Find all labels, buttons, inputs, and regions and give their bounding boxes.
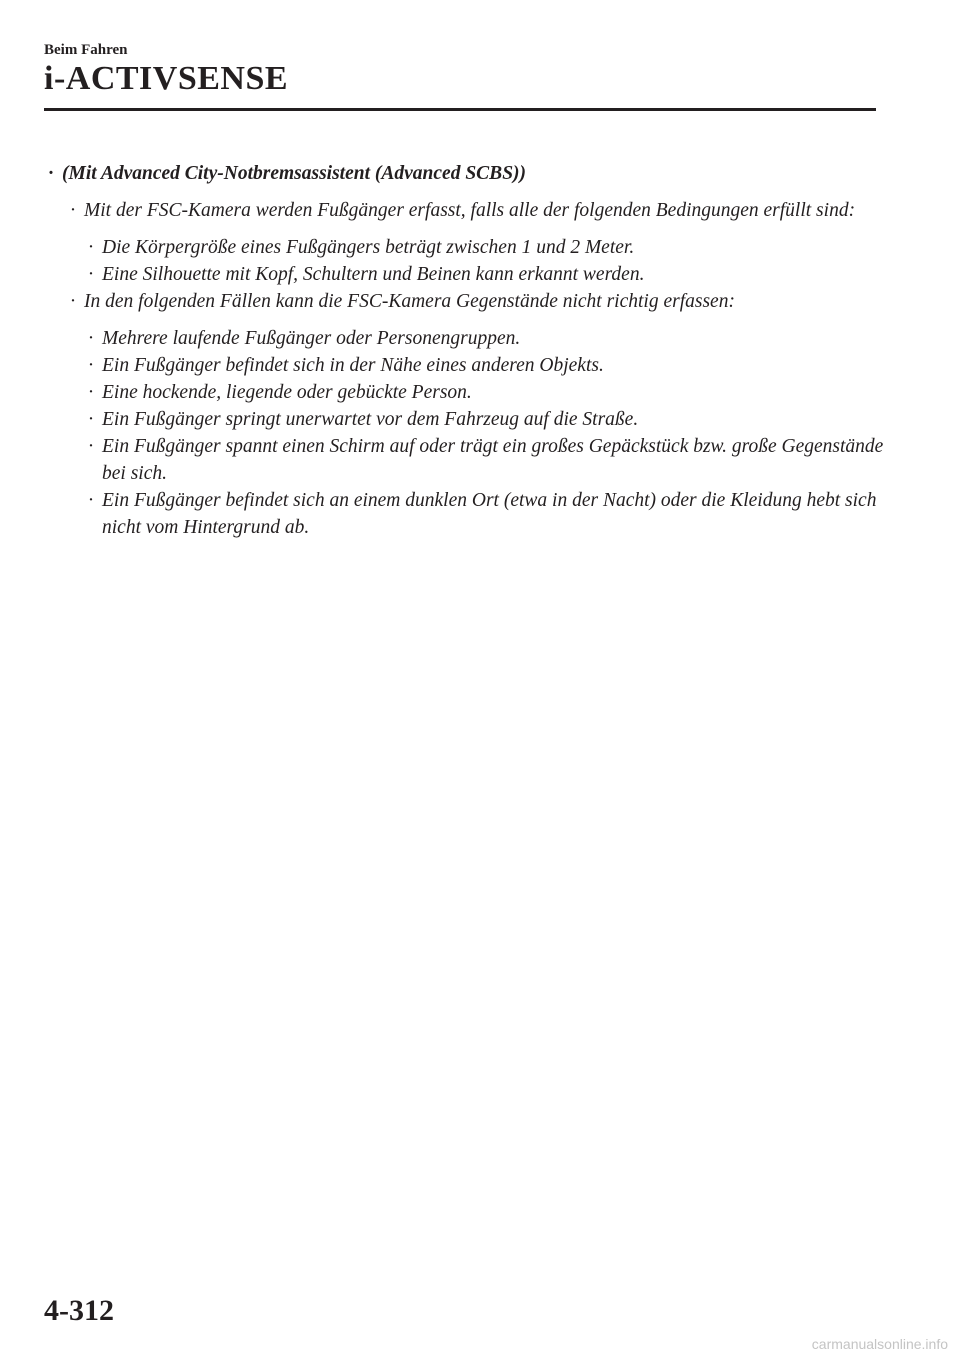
limitations-intro-text: In den folgenden Fällen kann die FSC-Kamera Gegenstände nicht richtig erfassen:	[84, 291, 735, 312]
header-divider	[44, 108, 876, 111]
limitation-item	[44, 325, 884, 352]
bullet-dot-icon: ·	[69, 200, 77, 221]
detection-intro-text: Mit der FSC-Kamera werden Fußgänger erfasst, falls alle der folgenden Bedingungen erfüllt sind:	[84, 200, 856, 221]
list-item-text: Die Körpergröße eines Fußgängers beträgt zwischen 1 und 2 Meter.	[102, 237, 635, 258]
bullet-dot-icon: ·	[87, 355, 95, 376]
section-label: Beim Fahren	[44, 42, 128, 58]
chapter-title: i-ACTIVSENSE	[44, 60, 289, 97]
content-body	[44, 160, 884, 541]
list-item-text: Ein Fußgänger spannt einen Schirm auf oder trägt ein großes Gepäckstück bzw. große Gegenstände bei sich.	[102, 436, 884, 484]
detection-condition-item	[44, 234, 884, 261]
list-item-text: Mehrere laufende Fußgänger oder Personengruppen.	[102, 328, 521, 349]
list-item-text: Eine Silhouette mit Kopf, Schultern und Beinen kann erkannt werden.	[102, 264, 645, 285]
list-item-text: Ein Fußgänger befindet sich in der Nähe eines anderen Objekts.	[102, 355, 604, 376]
limitations-intro	[44, 288, 884, 315]
limitation-item	[44, 406, 884, 433]
limitation-item	[44, 433, 884, 487]
watermark: carmanualsonline.info	[811, 1336, 948, 1352]
limitation-item	[44, 352, 884, 379]
bullet-dot-icon: ·	[87, 264, 95, 285]
list-item-text: Ein Fußgänger befindet sich an einem dunklen Ort (etwa in der Nacht) oder die Kleidung hebt sich nicht vom Hintergrund ab.	[102, 490, 877, 538]
limitation-item	[44, 379, 884, 406]
bullet-dot-icon: ·	[87, 436, 95, 457]
limitation-item	[44, 487, 884, 541]
bullet-dot-icon: ·	[87, 409, 95, 430]
page-number: 4-312	[44, 1294, 114, 1327]
section-heading	[44, 160, 884, 187]
bullet-dot-icon: ·	[47, 163, 55, 184]
detection-condition-item	[44, 261, 884, 288]
bullet-dot-icon: ·	[87, 490, 95, 511]
bullet-dot-icon: ·	[87, 328, 95, 349]
detection-intro	[44, 197, 884, 224]
list-item-text: Ein Fußgänger springt unerwartet vor dem Fahrzeug auf die Straße.	[102, 409, 639, 430]
bullet-dot-icon: ·	[87, 382, 95, 403]
bullet-dot-icon: ·	[69, 291, 77, 312]
list-item-text: Eine hockende, liegende oder gebückte Person.	[102, 382, 472, 403]
bullet-dot-icon: ·	[87, 237, 95, 258]
section-heading-text: (Mit Advanced City-Notbremsassistent (Advanced SCBS))	[62, 163, 527, 184]
